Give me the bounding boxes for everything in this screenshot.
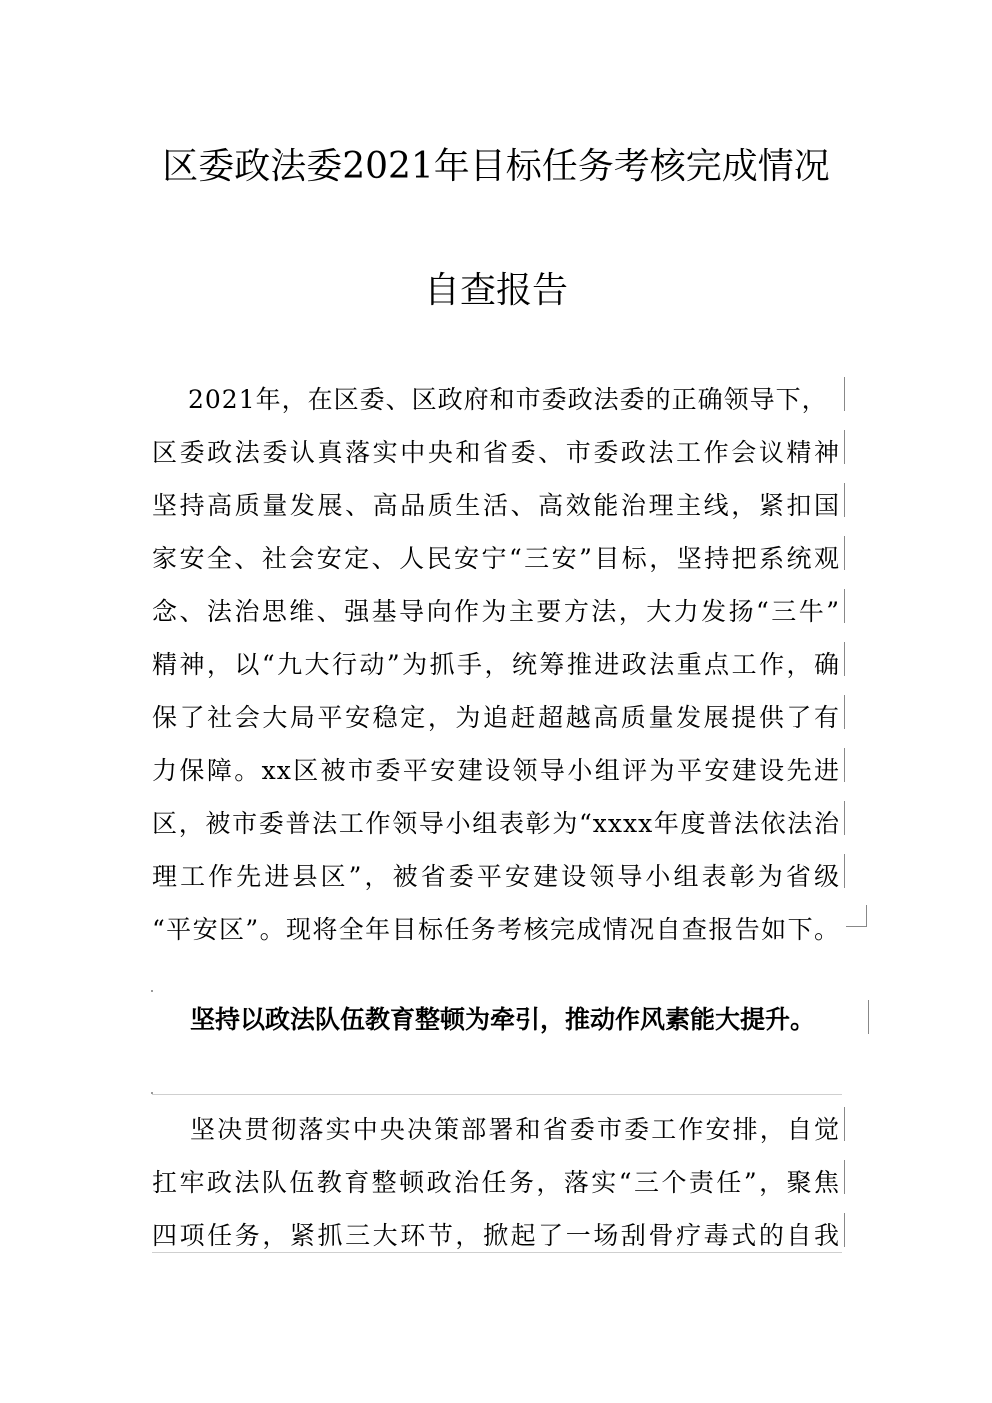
- revision-underline: [846, 926, 866, 927]
- intro-line-6: 精神，以“九大行动”为抓手，统筹推进政法重点工作，确: [152, 650, 840, 679]
- intro-line-1: 2021年，在区委、区政府和市委政法委的正确领导下，: [188, 385, 828, 414]
- section-divider: [152, 1252, 842, 1253]
- intro-line-8: 力保障。xx区被市委平安建设领导小组评为平安建设先进: [152, 756, 840, 785]
- revision-bar: [866, 905, 867, 927]
- intro-line-10: 理工作先进县区”，被省委平安建设领导小组表彰为省级: [152, 862, 840, 891]
- revision-bar: [868, 1000, 869, 1034]
- section-line-1: 坚决贯彻落实中央决策部署和省委市委工作安排，自觉: [190, 1115, 840, 1144]
- revision-bar: [844, 1107, 845, 1141]
- intro-line-5: 念、法治思维、强基导向作为主要方法，大力发扬“三牛”: [152, 597, 840, 626]
- revision-bar: [844, 748, 845, 782]
- intro-line-2: 区委政法委认真落实中央和省委、市委政法工作会议精神: [152, 438, 840, 467]
- revision-bar: [844, 536, 845, 570]
- revision-bar: [844, 854, 845, 888]
- intro-line-11: “平安区”。现将全年目标任务考核完成情况自查报告如下。: [152, 915, 840, 944]
- layout-mark: [151, 990, 153, 992]
- intro-line-9: 区，被市委普法工作领导小组表彰为“xxxx年度普法依法治: [152, 809, 840, 838]
- revision-bar: [844, 430, 845, 464]
- intro-line-3: 坚持高质量发展、高品质生活、高效能治理主线，紧扣国: [152, 491, 840, 520]
- section-heading: 坚持以政法队伍教育整顿为牵引，推动作风素能大提升。: [190, 1005, 816, 1034]
- revision-bar: [844, 695, 845, 729]
- revision-bar: [844, 589, 845, 623]
- section-divider: [152, 1094, 842, 1095]
- revision-bar: [844, 1213, 845, 1247]
- document-title-line-1: 区委政法委2021年目标任务考核完成情况: [162, 146, 830, 187]
- revision-bar: [844, 483, 845, 517]
- intro-line-4: 家安全、社会安定、人民安宁“三安”目标，坚持把系统观: [152, 544, 840, 573]
- revision-bar: [844, 801, 845, 835]
- revision-bar: [844, 1160, 845, 1194]
- revision-bar: [844, 642, 845, 676]
- section-line-2: 扛牢政法队伍教育整顿政治任务，落实“三个责任”，聚焦: [152, 1168, 840, 1197]
- section-line-3: 四项任务，紧抓三大环节，掀起了一场刮骨疗毒式的自我: [152, 1221, 840, 1250]
- intro-line-7: 保了社会大局平安稳定，为追赶超越高质量发展提供了有: [152, 703, 840, 732]
- revision-bar: [844, 377, 845, 411]
- document-title-line-2: 自查报告: [423, 270, 568, 311]
